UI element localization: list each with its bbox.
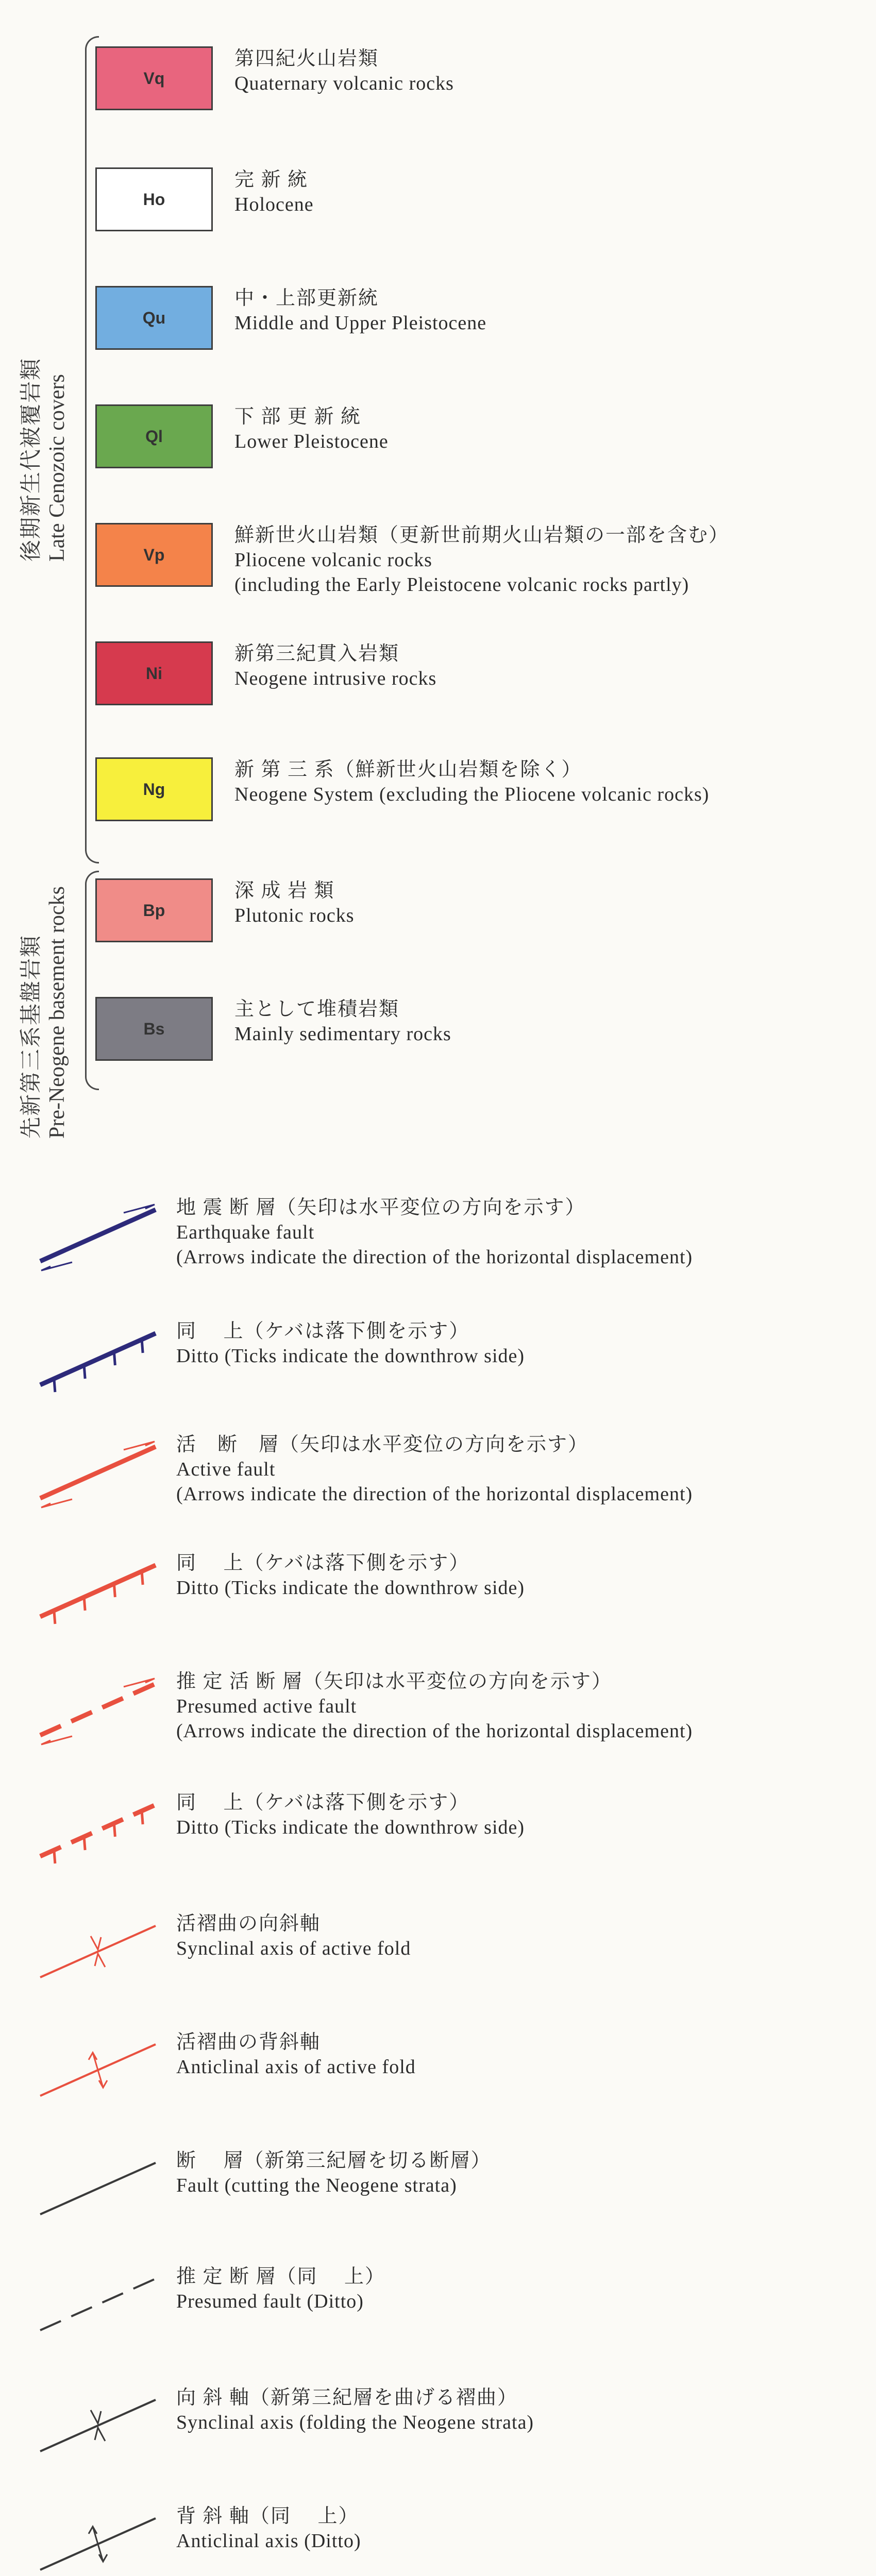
- symbol-fault-arrows-icon: [36, 1669, 160, 1762]
- unit-swatch: [95, 167, 213, 231]
- unit-code: Vp: [143, 545, 165, 564]
- legend-symbol-5: [36, 1669, 861, 1762]
- unit-description: [234, 46, 454, 96]
- symbol-description: [176, 2148, 492, 2198]
- unit-name-en: Middle and Upper Pleistocene: [234, 312, 487, 334]
- symbol-name-ja: 推 定 活 断 層（矢印は水平変位の方向を示す）: [176, 1671, 613, 1692]
- symbol-description: [176, 2264, 385, 2314]
- symbol-name-en: Synclinal axis (folding the Neogene strata): [176, 2412, 534, 2433]
- symbol-name-en: Ditto (Ticks indicate the downthrow side): [176, 1345, 525, 1367]
- symbol-anticline-icon: [36, 2030, 160, 2123]
- unit-code: Bs: [143, 1019, 165, 1038]
- symbol-name-en: Active fault: [176, 1459, 276, 1480]
- unit-name-en: Pliocene volcanic rocks: [234, 549, 432, 571]
- unit-description: [234, 404, 389, 454]
- symbol-fault-ticks-icon: [36, 1551, 160, 1643]
- symbol-anticline-icon: [36, 2504, 160, 2576]
- symbol-name-ja: 同 上（ケバは落下側を示す）: [176, 1552, 470, 1574]
- unit-code: Ql: [145, 427, 163, 446]
- legend-symbol-2: [36, 1319, 861, 1412]
- unit-name-ja: 深 成 岩 類: [234, 880, 335, 902]
- symbol-syncline-icon: [36, 2385, 160, 2478]
- unit-name-ja: 下 部 更 新 統: [234, 406, 362, 428]
- unit-code: Qu: [142, 308, 166, 327]
- legend-symbol-1: [36, 1195, 861, 1288]
- unit-swatch: [95, 523, 213, 587]
- unit-swatch: [95, 997, 213, 1061]
- cenozoic-group-en: Late Cenozoic covers: [45, 374, 69, 562]
- basement-group-en: Pre-Neogene basement rocks: [45, 886, 69, 1139]
- symbol-name-en: Earthquake fault: [176, 1222, 315, 1243]
- symbol-name-ja: 活褶曲の背斜軸: [176, 2031, 321, 2053]
- symbol-description: [176, 1195, 693, 1269]
- unit-swatch: [95, 878, 213, 942]
- unit-name-ja: 新第三紀貫入岩類: [234, 643, 400, 665]
- symbol-description: [176, 1790, 525, 1840]
- basement-group-label: [19, 886, 70, 1139]
- unit-swatch: [95, 757, 213, 821]
- symbol-name-ja: 推 定 断 層（同 上）: [176, 2266, 386, 2287]
- symbol-name-en: Anticlinal axis (Ditto): [176, 2530, 361, 2552]
- legend-symbol-7: [36, 1911, 861, 2004]
- symbol-name-en: (Arrows indicate the direction of the horizontal displacement): [176, 1483, 693, 1505]
- symbol-name-en: Anticlinal axis of active fold: [176, 2056, 416, 2078]
- unit-name-ja: 中・上部更新統: [234, 287, 379, 309]
- unit-swatch: [95, 641, 213, 705]
- symbol-description: [176, 1911, 411, 1961]
- symbol-description: [176, 2030, 416, 2079]
- legend-symbol-11: [36, 2385, 861, 2478]
- symbol-description: [176, 1432, 693, 1506]
- unit-description: [234, 757, 709, 807]
- symbol-description: [176, 1669, 693, 1743]
- unit-name-en: Holocene: [234, 194, 314, 215]
- unit-name-ja: 新 第 三 系（鮮新世火山岩類を除く）: [234, 759, 582, 781]
- unit-name-en: (including the Early Pleistocene volcanic rocks partly): [234, 574, 689, 596]
- unit-name-en: Lower Pleistocene: [234, 431, 389, 452]
- unit-name-en: Mainly sedimentary rocks: [234, 1023, 451, 1045]
- symbol-name-ja: 同 上（ケバは落下側を示す）: [176, 1320, 470, 1342]
- symbol-name-ja: 活 断 層（矢印は水平変位の方向を示す）: [176, 1434, 589, 1455]
- symbol-description: [176, 2385, 534, 2435]
- unit-code: Ng: [143, 779, 165, 799]
- legend-symbol-8: [36, 2030, 861, 2123]
- symbol-syncline-icon: [36, 1911, 160, 2004]
- symbol-description: [176, 1551, 525, 1600]
- unit-name-en: Quaternary volcanic rocks: [234, 73, 454, 94]
- legend-symbol-4: [36, 1551, 861, 1643]
- symbol-fault-arrows-icon: [36, 1432, 160, 1525]
- unit-code: Ho: [143, 190, 165, 209]
- unit-code: Ni: [146, 664, 162, 683]
- unit-name-en: Neogene System (excluding the Pliocene volcanic rocks): [234, 784, 710, 805]
- symbol-description: [176, 2504, 361, 2553]
- unit-swatch: [95, 46, 213, 110]
- symbol-name-en: Ditto (Ticks indicate the downthrow side): [176, 1577, 525, 1599]
- basement-group-ja: 先新第三系基盤岩類: [20, 934, 43, 1139]
- unit-description: [234, 878, 354, 928]
- unit-swatch: [95, 286, 213, 350]
- symbol-name-en: (Arrows indicate the direction of the horizontal displacement): [176, 1720, 693, 1742]
- legend-symbol-9: [36, 2148, 861, 2241]
- legend-symbol-12: [36, 2504, 861, 2576]
- unit-name-ja: 完 新 統: [234, 169, 309, 191]
- symbol-name-ja: 断 層（新第三紀層を切る断層）: [176, 2150, 492, 2172]
- symbol-name-en: (Arrows indicate the direction of the horizontal displacement): [176, 1246, 693, 1268]
- cenozoic-group-ja: 後期新生代被覆岩類: [20, 357, 43, 562]
- symbol-name-en: Presumed fault (Ditto): [176, 2291, 364, 2312]
- unit-description: [234, 997, 451, 1046]
- legend-symbol-10: [36, 2264, 861, 2357]
- unit-name-en: Neogene intrusive rocks: [234, 668, 437, 689]
- symbol-line-icon: [36, 2148, 160, 2241]
- unit-swatch: [95, 404, 213, 468]
- unit-name-ja: 鮮新世火山岩類（更新世前期火山岩類の一部を含む）: [234, 524, 730, 546]
- symbol-name-en: Presumed active fault: [176, 1696, 357, 1717]
- unit-description: [234, 523, 729, 597]
- unit-description: [234, 641, 436, 691]
- legend-symbol-3: [36, 1432, 861, 1525]
- unit-name-en: Plutonic rocks: [234, 905, 355, 926]
- symbol-name-en: Synclinal axis of active fold: [176, 1938, 411, 1959]
- symbol-fault-ticks-icon: [36, 1790, 160, 1883]
- symbol-line-icon: [36, 2264, 160, 2357]
- symbol-fault-arrows-icon: [36, 1195, 160, 1288]
- symbol-name-en: Fault (cutting the Neogene strata): [176, 2175, 457, 2196]
- symbol-fault-ticks-icon: [36, 1319, 160, 1412]
- symbol-name-ja: 地 震 断 層（矢印は水平変位の方向を示す）: [176, 1197, 586, 1218]
- unit-name-ja: 第四紀火山岩類: [234, 48, 379, 70]
- legend-symbol-6: [36, 1790, 861, 1883]
- symbol-description: [176, 1319, 525, 1368]
- unit-description: [234, 286, 486, 335]
- symbol-name-ja: 背 斜 軸（同 上）: [176, 2505, 359, 2527]
- unit-description: [234, 167, 314, 217]
- unit-name-ja: 主として堆積岩類: [234, 998, 400, 1020]
- unit-code: Vq: [143, 69, 165, 88]
- unit-code: Bp: [143, 901, 165, 920]
- symbol-name-ja: 向 斜 軸（新第三紀層を曲げる褶曲）: [176, 2387, 518, 2409]
- symbol-name-en: Ditto (Ticks indicate the downthrow side): [176, 1817, 525, 1838]
- symbol-name-ja: 活褶曲の向斜軸: [176, 1913, 321, 1935]
- cenozoic-group-label: [19, 358, 70, 562]
- symbol-name-ja: 同 上（ケバは落下側を示す）: [176, 1792, 470, 1814]
